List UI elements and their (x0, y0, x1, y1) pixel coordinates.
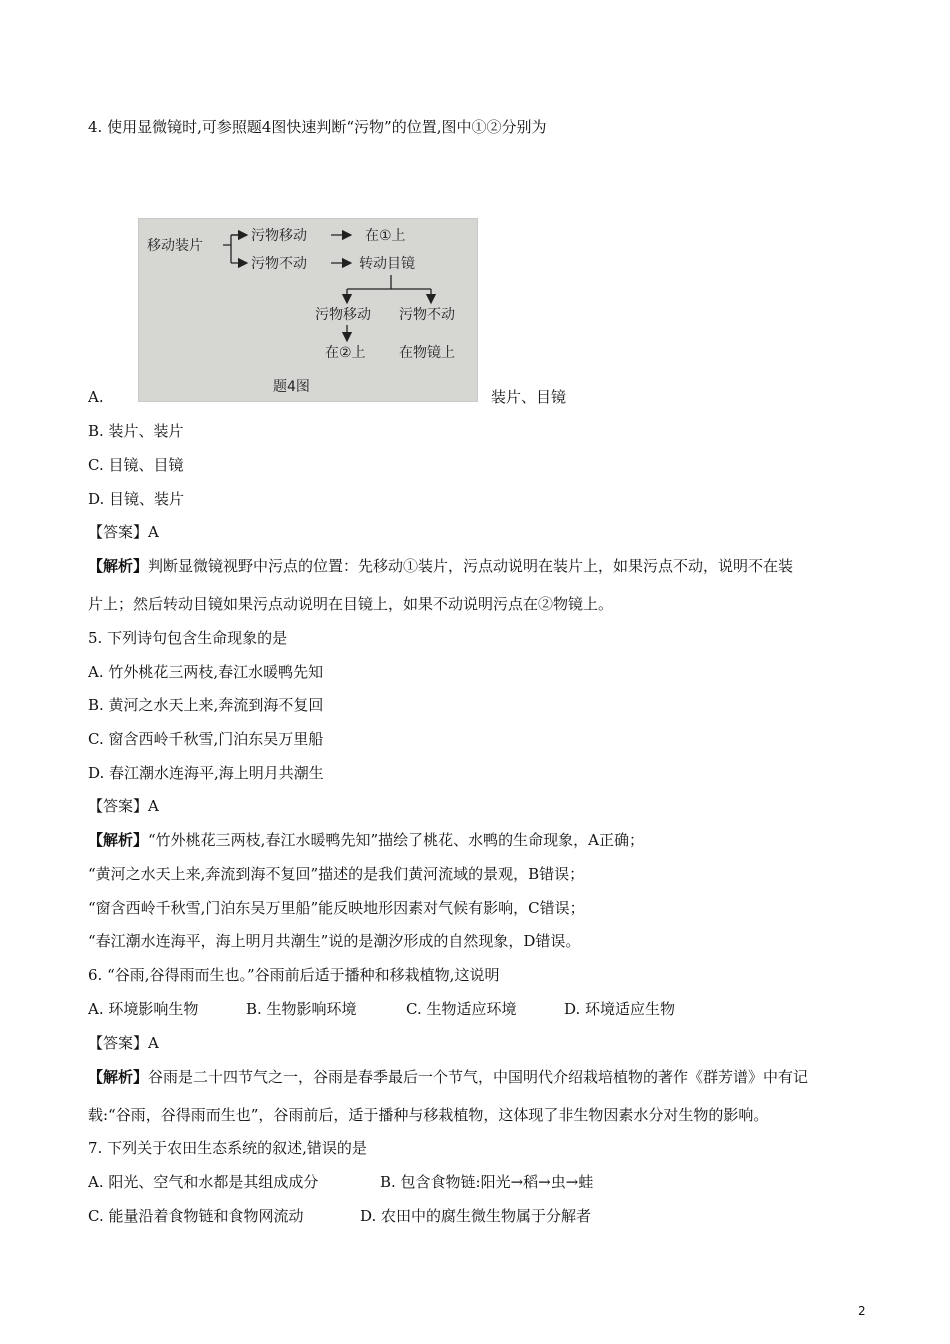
q4-figure (138, 218, 478, 402)
q4-analysis-2: 片上；然后转动目镜如果污点动说明在目镜上，如果不动说明污点在②物镜上。 (88, 595, 614, 613)
q6-option-c: C. 生物适应环境 (406, 1000, 517, 1018)
q6-stem: 6. “谷雨,谷得雨而生也。”谷雨前后适于播种和移栽植物,这说明 (88, 966, 500, 984)
page-number: 2 (858, 1304, 866, 1318)
q5-option-a: A. 竹外桃花三两枝,春江水暖鸭先知 (88, 663, 324, 681)
q6-analysis-2: 载:“谷雨，谷得雨而生也”，谷雨前后，适于播种与移栽植物，这体现了非生物因素水分对生物的影响。 (88, 1106, 769, 1124)
analysis-tag: 【解析】 (88, 1068, 149, 1086)
q7-option-c: C. 能量沿着食物链和食物网流动 (88, 1207, 304, 1225)
q5-analysis-1 (88, 830, 644, 850)
fig-branch2: 污物不动 (251, 256, 307, 272)
q5-analysis-4: “春江潮水连海平，海上明月共潮生”说的是潮汐形成的自然现象，D错误。 (88, 932, 581, 950)
q5-option-d: D. 春江潮水连海平,海上明月共潮生 (88, 764, 324, 782)
q6-option-b: B. 生物影响环境 (246, 1000, 357, 1018)
q4-option-a-text: 装片、目镜 (491, 388, 567, 406)
q7-options-ab (88, 1172, 593, 1192)
analysis-tag: 【解析】 (88, 557, 149, 575)
q5-stem: 5. 下列诗句包含生命现象的是 (88, 629, 288, 647)
q4-stem: 4. 使用显微镜时,可参照题4图快速判断“污物”的位置,图中①②分别为 (88, 118, 547, 136)
analysis-tag: 【解析】 (88, 831, 149, 849)
q5-analysis-2: “黄河之水天上来,奔流到海不复回”描述的是我们黄河流域的景观，B错误； (88, 865, 585, 883)
q7-option-a: A. 阳光、空气和水都是其组成成分 (88, 1173, 319, 1191)
fig-sub2: 污物不动 (399, 307, 455, 323)
q5-option-b: B. 黄河之水天上来,奔流到海不复回 (88, 696, 324, 714)
q6-option-d: D. 环境适应生物 (564, 1000, 676, 1018)
q4-option-a-label: A. (88, 388, 104, 406)
fig-result2: 在②上 (325, 345, 366, 361)
fig-step2: 转动目镜 (359, 256, 415, 272)
fig-root: 移动装片 (147, 238, 203, 254)
fig-result3: 在物镜上 (399, 345, 455, 361)
q6-answer: 【答案】A (88, 1034, 159, 1052)
fig-sub1: 污物移动 (315, 307, 371, 323)
q5-analysis-3: “窗含西岭千秋雪,门泊东吴万里船”能反映地形因素对气候有影响，C错误； (88, 899, 585, 917)
fig-branch1: 污物移动 (251, 228, 307, 244)
fig-result1: 在①上 (365, 228, 406, 244)
analysis-text: 谷雨是二十四节气之一，谷雨是春季最后一个节气，中国明代介绍栽培植物的著作《群芳谱》中有记 (148, 1068, 809, 1086)
q5-answer: 【答案】A (88, 797, 159, 815)
q6-option-a: A. 环境影响生物 (88, 1000, 199, 1018)
q7-stem: 7. 下列关于农田生态系统的叙述,错误的是 (88, 1139, 367, 1157)
q4-option-c: C. 目镜、目镜 (88, 456, 184, 474)
q4-option-d: D. 目镜、装片 (88, 490, 185, 508)
analysis-text: 判断显微镜视野中污点的位置：先移动①装片，污点动说明在装片上，如果污点不动，说明不在装 (148, 557, 794, 575)
analysis-text: “竹外桃花三两枝,春江水暖鸭先知”描绘了桃花、水鸭的生命现象，A正确； (148, 831, 644, 849)
q6-analysis-1 (88, 1067, 808, 1087)
q7-option-b: B. 包含食物链:阳光→稻→虫→蛙 (380, 1173, 594, 1191)
fig-caption: 题4图 (273, 379, 310, 395)
q4-answer: 【答案】A (88, 523, 159, 541)
q4-option-b: B. 装片、装片 (88, 422, 184, 440)
flowchart-diagram (139, 219, 477, 401)
q6-options (88, 999, 675, 1019)
q5-option-c: C. 窗含西岭千秋雪,门泊东吴万里船 (88, 730, 324, 748)
q7-options-cd (88, 1206, 591, 1226)
q7-option-d: D. 农田中的腐生微生物属于分解者 (360, 1207, 592, 1225)
q4-analysis-1 (88, 556, 793, 576)
